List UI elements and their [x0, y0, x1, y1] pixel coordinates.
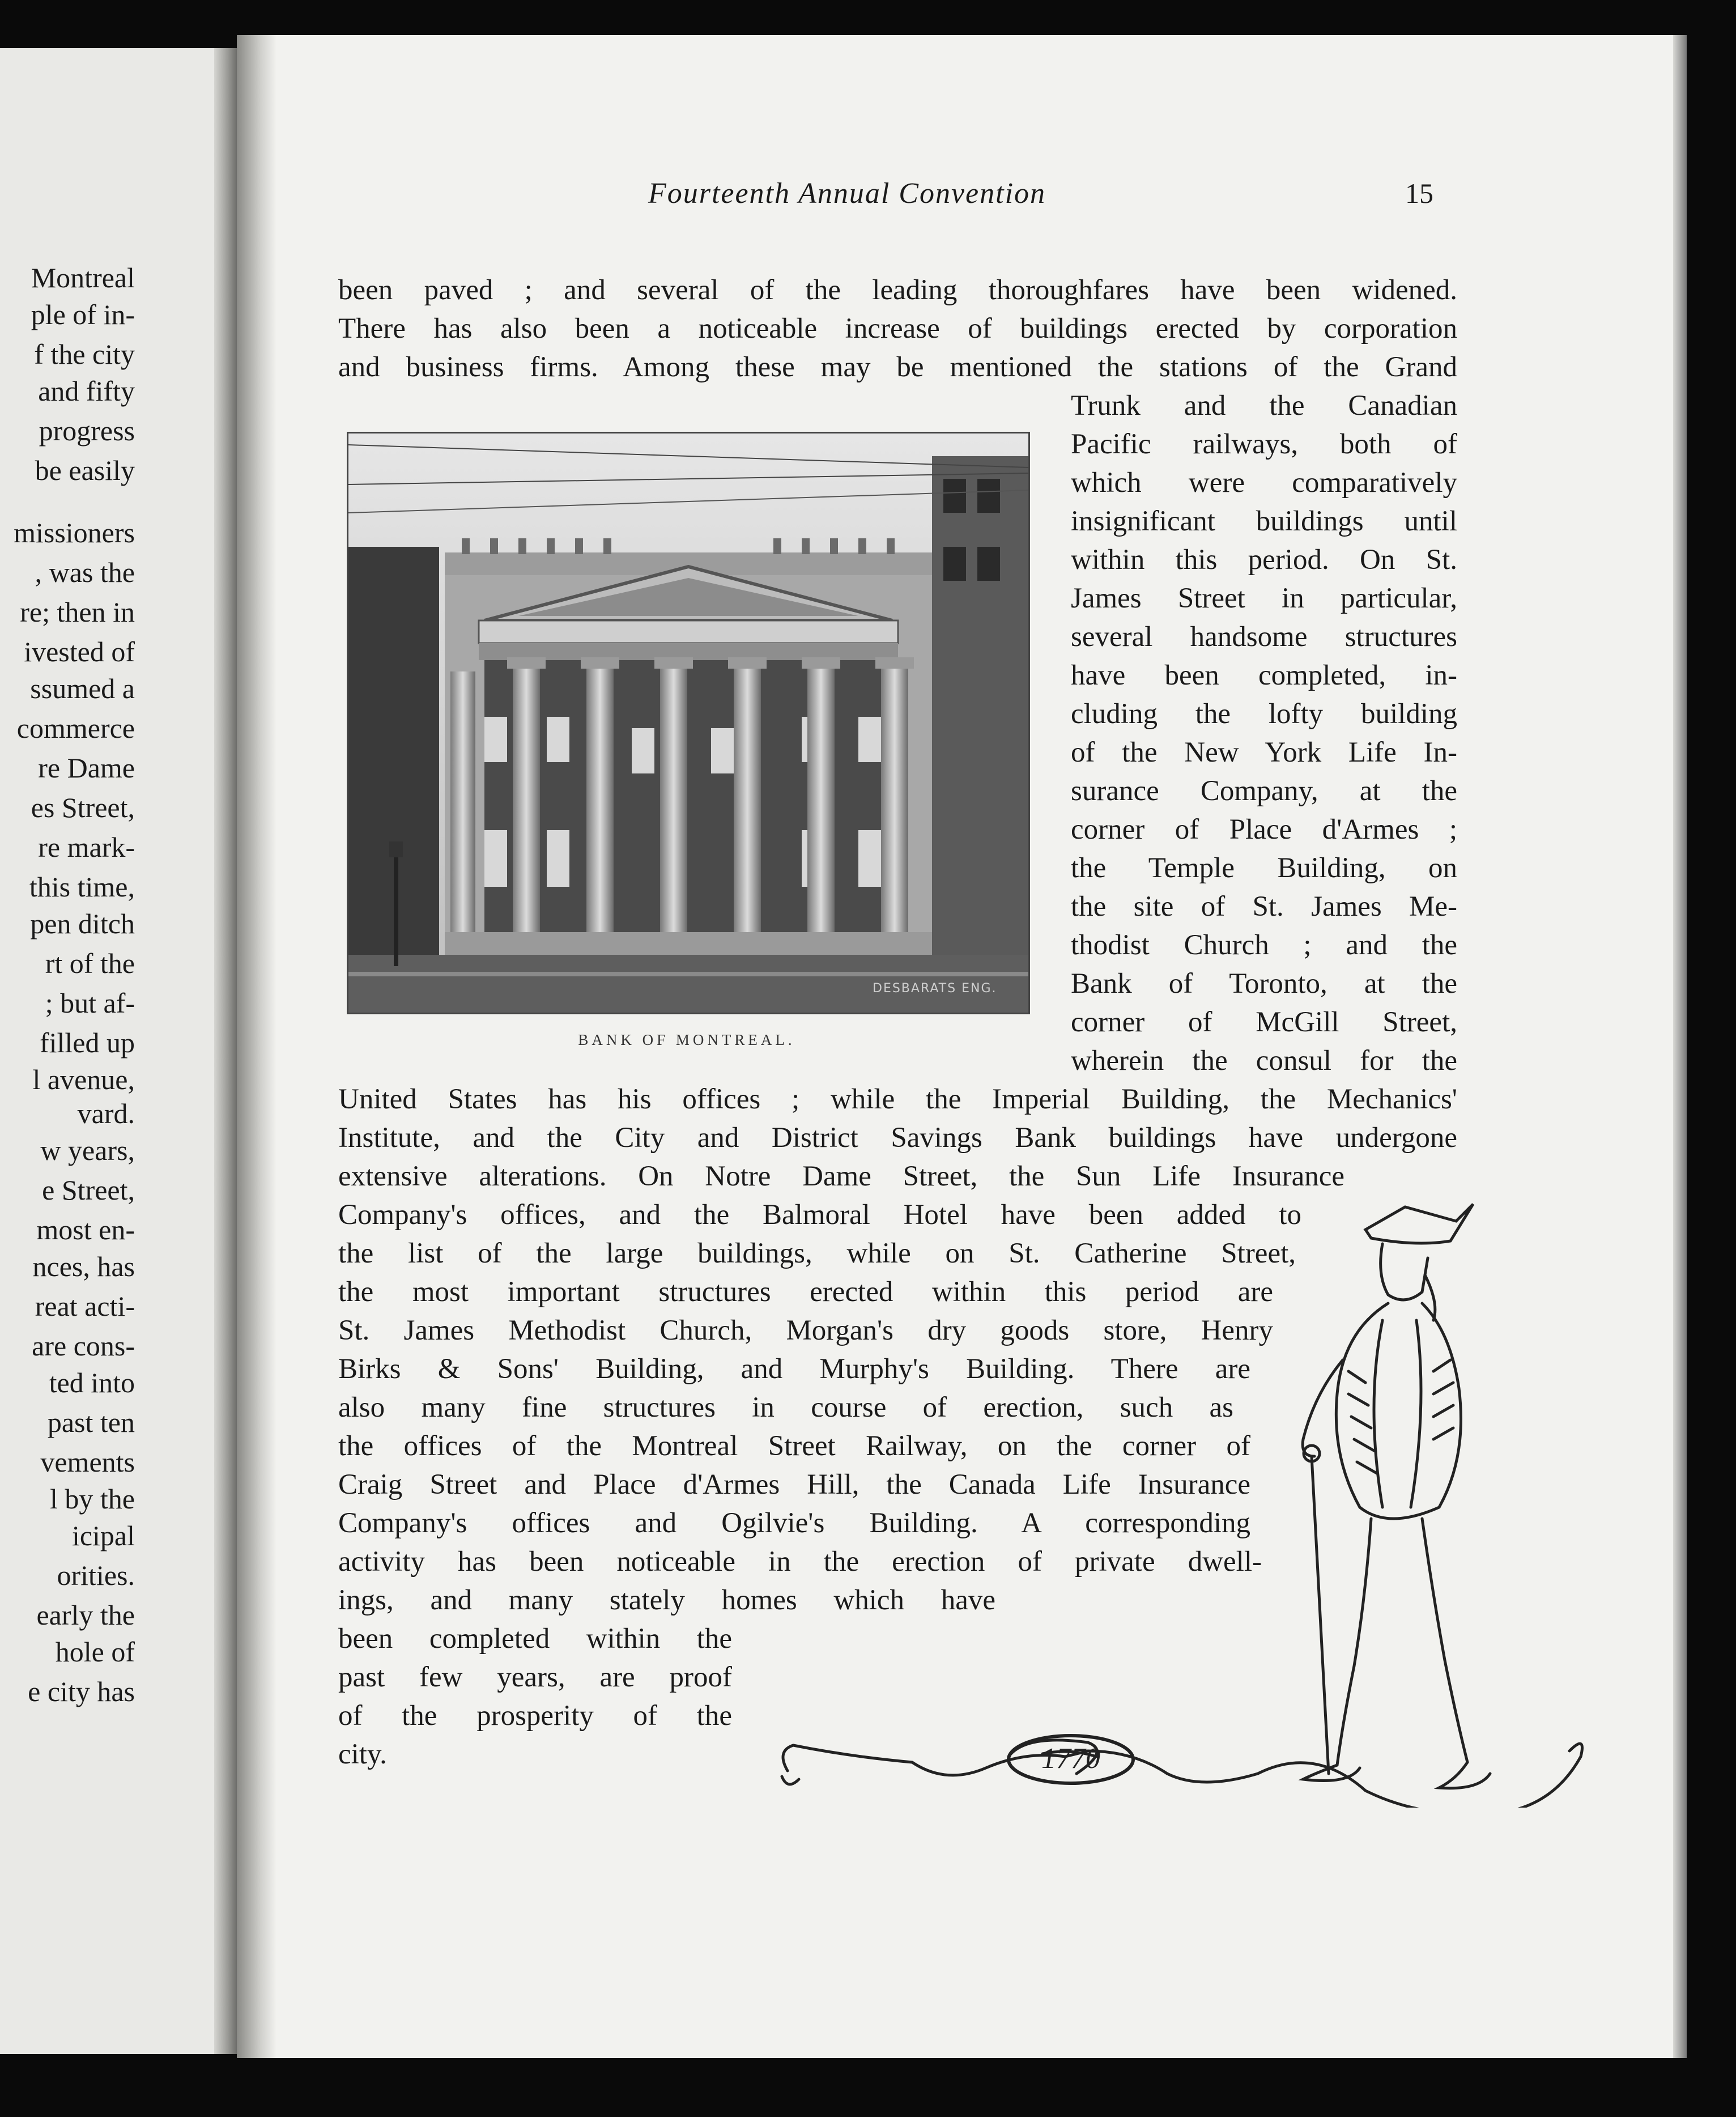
left-page-text-fragment: rt of the: [45, 947, 135, 979]
body-text-line: and business firms. Among these may be mentioned the stations of the Grand: [338, 351, 1457, 383]
left-page-text-fragment: vard.: [77, 1098, 135, 1129]
left-page-text-fragment: es Street,: [31, 792, 135, 823]
left-page-text-fragment: pen ditch: [30, 908, 135, 940]
body-text-line: insignificant buildings until: [1071, 505, 1457, 537]
left-page-text-fragment: ssumed a: [30, 673, 135, 704]
bank-of-montreal-photo: [347, 432, 1030, 1014]
page-gutter: [214, 48, 237, 2054]
left-page-text-fragment: filled up: [39, 1027, 135, 1058]
left-page-text-fragment: early the: [36, 1599, 135, 1631]
body-text-line: within this period. On St.: [1071, 544, 1457, 576]
left-page-text-fragment: reat acti-: [35, 1290, 135, 1322]
page-number: 15: [1405, 177, 1433, 209]
body-text-line: of the New York Life In-: [1071, 737, 1457, 768]
left-page-text-fragment: e city has: [28, 1676, 135, 1707]
body-text-line: the most important structures erected within this period are: [338, 1276, 1273, 1308]
body-text-line: city.: [338, 1738, 387, 1770]
left-page-text-fragment: ple of in-: [31, 299, 135, 330]
body-text-line: Company's offices and Ogilvie's Building. A corresponding: [338, 1507, 1250, 1539]
body-text-line: thodist Church ; and the: [1071, 929, 1457, 961]
banner-year: 1770: [1041, 1742, 1100, 1775]
body-text-line: of the prosperity of the: [338, 1700, 732, 1732]
body-text-line: Birks & Sons' Building, and Murphy's Building. There are: [338, 1353, 1250, 1385]
left-page-text-fragment: most en-: [36, 1214, 135, 1245]
left-page-text-fragment: re Dame: [38, 752, 135, 784]
body-text-line: ings, and many stately homes which have: [338, 1584, 995, 1616]
body-text-line: extensive alterations. On Notre Dame Street, the Sun Life Insurance: [338, 1160, 1344, 1192]
engraver-credit: DESBARATS ENG.: [873, 981, 997, 996]
left-page-text-fragment: past ten: [47, 1406, 135, 1438]
left-page-text-fragment: ted into: [49, 1367, 135, 1398]
left-page-text-fragment: ivested of: [24, 636, 135, 668]
figure-caption: BANK OF MONTREAL.: [578, 1031, 795, 1048]
body-text-line: There has also been a noticeable increase of buildings erected by corporation: [338, 313, 1457, 345]
body-text-line: Bank of Toronto, at the: [1071, 968, 1457, 1000]
left-page-text-fragment: f the city: [34, 338, 135, 370]
body-text-line: the site of St. James Me-: [1071, 891, 1457, 923]
left-page-text-fragment: l avenue,: [32, 1064, 135, 1095]
body-text-line: Pacific railways, both of: [1071, 428, 1457, 460]
left-page-text-fragment: , was the: [35, 556, 135, 588]
left-page-text-fragment: Montreal: [31, 262, 135, 294]
left-page-text-fragment: and fifty: [38, 375, 135, 407]
body-text-line: United States has his offices ; while the Imperial Building, the Mechanics': [338, 1083, 1457, 1115]
left-page-text-fragment: re mark-: [38, 831, 135, 863]
body-text-line: Trunk and the Canadian: [1071, 390, 1457, 422]
body-text-line: past few years, are proof: [338, 1661, 732, 1693]
body-text-line: several handsome structures: [1071, 621, 1457, 653]
body-text-line: surance Company, at the: [1071, 775, 1457, 807]
left-page-text-fragment: commerce: [16, 712, 135, 744]
left-page-text-fragment: vements: [40, 1446, 135, 1478]
body-text-line: the offices of the Montreal Street Railway, on the corner of: [338, 1430, 1250, 1462]
running-title: Fourteenth Annual Convention: [648, 177, 1046, 210]
body-text-line: the Temple Building, on: [1071, 852, 1457, 884]
body-text-line: also many fine structures in course of erection, such as: [338, 1392, 1233, 1423]
left-page-text-fragment: icipal: [71, 1520, 135, 1551]
left-page-text-fragment: hole of: [55, 1636, 135, 1668]
left-page-text-fragment: l by the: [50, 1483, 135, 1515]
left-page-text-fragment: be easily: [35, 454, 135, 486]
left-page-text-fragment: progress: [39, 415, 135, 447]
body-text-line: corner of Place d'Armes ;: [1071, 814, 1457, 845]
colonial-gentleman-illustration: [771, 1190, 1609, 1808]
body-text-line: been completed within the: [338, 1623, 732, 1655]
left-page-text-fragment: nces, has: [32, 1251, 135, 1282]
body-text-line: been paved ; and several of the leading thoroughfares have been widened.: [338, 274, 1457, 306]
left-page-text-fragment: ; but af-: [45, 987, 135, 1019]
body-text-line: have been completed, in-: [1071, 660, 1457, 691]
body-text-line: Institute, and the City and District Savings Bank buildings have undergone: [338, 1122, 1457, 1154]
left-page-text-fragment: missioners: [14, 517, 135, 549]
body-text-line: cluding the lofty building: [1071, 698, 1457, 730]
body-text-line: activity has been noticeable in the erection of private dwell-: [338, 1546, 1262, 1578]
left-page-text-fragment: w years,: [40, 1134, 135, 1166]
body-text-line: which were comparatively: [1071, 467, 1457, 499]
left-page-text-fragment: this time,: [29, 871, 135, 903]
left-page-text-fragment: orities.: [57, 1559, 135, 1591]
body-text-line: corner of McGill Street,: [1071, 1006, 1457, 1038]
left-page-text-fragment: re; then in: [20, 596, 135, 628]
body-text-line: Craig Street and Place d'Armes Hill, the Canada Life Insurance: [338, 1469, 1250, 1500]
body-text-line: Company's offices, and the Balmoral Hotel have been added to: [338, 1199, 1301, 1231]
left-page: [0, 48, 237, 2054]
page-edge: [1673, 35, 1687, 2058]
body-text-line: James Street in particular,: [1071, 583, 1457, 614]
left-page-text-fragment: e Street,: [42, 1174, 135, 1206]
left-page-text-fragment: are cons-: [32, 1330, 135, 1362]
body-text-line: St. James Methodist Church, Morgan's dry goods store, Henry: [338, 1315, 1273, 1346]
page-gutter-shadow: [237, 35, 276, 2058]
body-text-line: wherein the consul for the: [1071, 1045, 1457, 1077]
body-text-line: the list of the large buildings, while on St. Catherine Street,: [338, 1238, 1296, 1269]
